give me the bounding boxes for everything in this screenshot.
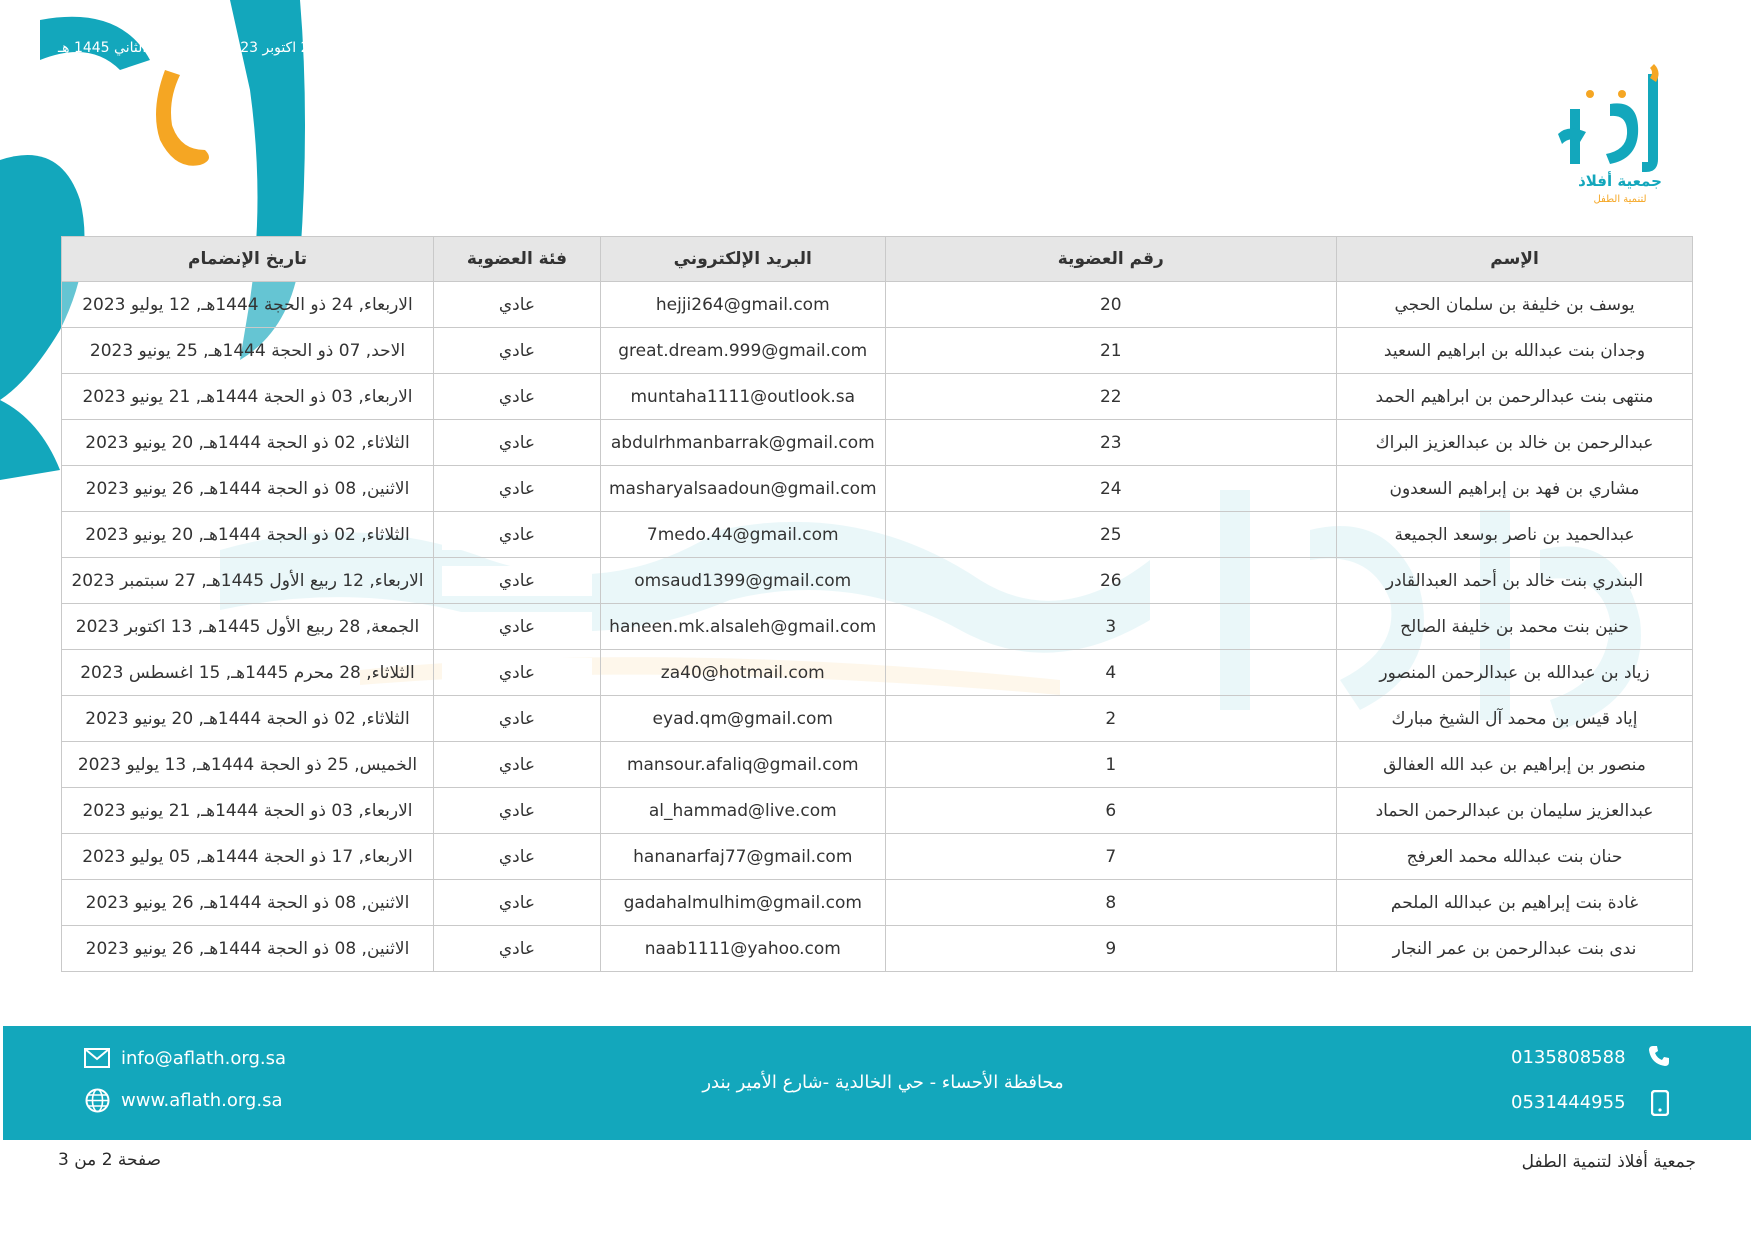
member-number-cell: 3 bbox=[885, 604, 1336, 650]
member-name-cell: إياد قيس بن محمد آل الشيخ مبارك bbox=[1337, 696, 1693, 742]
category-label: عادي bbox=[442, 612, 592, 642]
member-number-cell: 7 bbox=[885, 834, 1336, 880]
email-link[interactable]: info@aflath.org.sa bbox=[121, 1048, 286, 1069]
join-date-cell: الاثنين, 08 ذو الحجة 1444هـ, 26 يونيو 2023 bbox=[62, 880, 434, 926]
member-name-cell: حنان بنت عبدالله محمد العرفج bbox=[1337, 834, 1693, 880]
website-link[interactable]: www.aflath.org.sa bbox=[121, 1090, 283, 1111]
membership-category-cell bbox=[433, 788, 600, 834]
member-email-cell: muntaha1111@outlook.sa bbox=[600, 374, 885, 420]
category-label: عادي bbox=[442, 336, 592, 366]
membership-category-cell bbox=[433, 328, 600, 374]
category-label: عادي bbox=[442, 888, 592, 918]
category-label: عادي bbox=[442, 474, 592, 504]
member-email-cell: al_hammad@live.com bbox=[600, 788, 885, 834]
join-date-cell: الاربعاء, 17 ذو الحجة 1444هـ, 05 يوليو 2023 bbox=[62, 834, 434, 880]
logo-tagline: لتنمية الطفل bbox=[1593, 194, 1647, 205]
member-name-cell: البندري بنت خالد بن أحمد العبدالقادر bbox=[1337, 558, 1693, 604]
category-label: عادي bbox=[442, 934, 592, 964]
header-date: الاربعاء، 25 اكتوبر 2023 م - 10 ربيع الثاني 1445 هـ bbox=[58, 40, 368, 56]
table-row bbox=[62, 420, 1693, 466]
aflath-logo bbox=[1550, 64, 1690, 212]
membership-category-cell bbox=[433, 834, 600, 880]
header-join-date: تاريخ الإنضمام bbox=[62, 237, 434, 282]
logo-subtitle: جمعية أفلاذ bbox=[1578, 172, 1662, 190]
membership-category-cell bbox=[433, 650, 600, 696]
table-header-row bbox=[62, 237, 1693, 282]
member-name-cell: غادة بنت إبراهيم بن عبدالله الملحم bbox=[1337, 880, 1693, 926]
mobile-number: 0531444955 bbox=[1511, 1092, 1626, 1113]
member-name-cell: منتهى بنت عبدالرحمن بن ابراهيم الحمد bbox=[1337, 374, 1693, 420]
membership-category-cell bbox=[433, 420, 600, 466]
table-row bbox=[62, 834, 1693, 880]
header-name: الإسم bbox=[1337, 237, 1693, 282]
member-number-cell: 25 bbox=[885, 512, 1336, 558]
category-label: عادي bbox=[442, 704, 592, 734]
membership-category-cell bbox=[433, 604, 600, 650]
member-email-cell: haneen.mk.alsaleh@gmail.com bbox=[600, 604, 885, 650]
phone-number: 0135808588 bbox=[1511, 1047, 1626, 1068]
member-email-cell: za40@hotmail.com bbox=[600, 650, 885, 696]
membership-category-cell bbox=[433, 512, 600, 558]
table-row bbox=[62, 328, 1693, 374]
table-row bbox=[62, 558, 1693, 604]
table-row bbox=[62, 926, 1693, 972]
category-label: عادي bbox=[442, 290, 592, 320]
membership-category-cell bbox=[433, 696, 600, 742]
member-number-cell: 26 bbox=[885, 558, 1336, 604]
join-date-cell: الاربعاء, 03 ذو الحجة 1444هـ, 21 يونيو 2023 bbox=[62, 374, 434, 420]
table-row bbox=[62, 282, 1693, 328]
table-row bbox=[62, 742, 1693, 788]
member-name-cell: مشاري بن فهد بن إبراهيم السعدون bbox=[1337, 466, 1693, 512]
table-row bbox=[62, 466, 1693, 512]
member-email-cell: 7medo.44@gmail.com bbox=[600, 512, 885, 558]
member-number-cell: 1 bbox=[885, 742, 1336, 788]
join-date-cell: الثلاثاء, 02 ذو الحجة 1444هـ, 20 يونيو 2023 bbox=[62, 512, 434, 558]
header-membership-category: فئة العضوية bbox=[433, 237, 600, 282]
member-email-cell: mansour.afaliq@gmail.com bbox=[600, 742, 885, 788]
member-number-cell: 20 bbox=[885, 282, 1336, 328]
members-table bbox=[61, 236, 1693, 972]
category-label: عادي bbox=[442, 566, 592, 596]
table-row bbox=[62, 374, 1693, 420]
join-date-cell: الاربعاء, 24 ذو الحجة 1444هـ, 12 يوليو 2023 bbox=[62, 282, 434, 328]
category-label: عادي bbox=[442, 842, 592, 872]
organization-name: جمعية أفلاذ لتنمية الطفل bbox=[1521, 1152, 1696, 1172]
page-number: صفحة 2 من 3 bbox=[58, 1150, 162, 1170]
join-date-cell: الاربعاء, 03 ذو الحجة 1444هـ, 21 يونيو 2023 bbox=[62, 788, 434, 834]
globe-icon bbox=[85, 1088, 110, 1113]
member-email-cell: naab1111@yahoo.com bbox=[600, 926, 885, 972]
member-name-cell: حنين بنت محمد بن خليفة الصالح bbox=[1337, 604, 1693, 650]
member-number-cell: 22 bbox=[885, 374, 1336, 420]
member-email-cell: hejji264@gmail.com bbox=[600, 282, 885, 328]
member-email-cell: great.dream.999@gmail.com bbox=[600, 328, 885, 374]
membership-category-cell bbox=[433, 558, 600, 604]
table-row bbox=[62, 696, 1693, 742]
table-row bbox=[62, 788, 1693, 834]
membership-category-cell bbox=[433, 742, 600, 788]
header-member-number: رقم العضوية bbox=[885, 237, 1336, 282]
member-email-cell: eyad.qm@gmail.com bbox=[600, 696, 885, 742]
join-date-cell: الاحد, 07 ذو الحجة 1444هـ, 25 يونيو 2023 bbox=[62, 328, 434, 374]
member-name-cell: ندى بنت عبدالرحمن بن عمر النجار bbox=[1337, 926, 1693, 972]
membership-category-cell bbox=[433, 374, 600, 420]
member-email-cell: hananarfaj77@gmail.com bbox=[600, 834, 885, 880]
member-number-cell: 6 bbox=[885, 788, 1336, 834]
membership-category-cell bbox=[433, 880, 600, 926]
member-email-cell: abdulrhmanbarrak@gmail.com bbox=[600, 420, 885, 466]
category-label: عادي bbox=[442, 382, 592, 412]
join-date-cell: الاثنين, 08 ذو الحجة 1444هـ, 26 يونيو 2023 bbox=[62, 466, 434, 512]
join-date-cell: الاربعاء, 12 ربيع الأول 1445هـ, 27 سبتمبر 2023 bbox=[62, 558, 434, 604]
category-label: عادي bbox=[442, 796, 592, 826]
member-number-cell: 2 bbox=[885, 696, 1336, 742]
member-name-cell: عبدالحميد بن ناصر بوسعد الجميعة bbox=[1337, 512, 1693, 558]
member-email-cell: gadahalmulhim@gmail.com bbox=[600, 880, 885, 926]
join-date-cell: الاثنين, 08 ذو الحجة 1444هـ, 26 يونيو 2023 bbox=[62, 926, 434, 972]
phone-icon bbox=[1647, 1044, 1671, 1068]
table-row bbox=[62, 880, 1693, 926]
member-email-cell: masharyalsaadoun@gmail.com bbox=[600, 466, 885, 512]
member-name-cell: عبدالرحمن بن خالد بن عبدالعزيز البراك bbox=[1337, 420, 1693, 466]
table-row bbox=[62, 512, 1693, 558]
join-date-cell: الثلاثاء, 02 ذو الحجة 1444هـ, 20 يونيو 2023 bbox=[62, 696, 434, 742]
member-number-cell: 8 bbox=[885, 880, 1336, 926]
join-date-cell: الخميس, 25 ذو الحجة 1444هـ, 13 يوليو 2023 bbox=[62, 742, 434, 788]
header-email: البريد الإلكتروني bbox=[600, 237, 885, 282]
membership-category-cell bbox=[433, 926, 600, 972]
category-label: عادي bbox=[442, 750, 592, 780]
member-number-cell: 23 bbox=[885, 420, 1336, 466]
member-name-cell: يوسف بن خليفة بن سلمان الحجي bbox=[1337, 282, 1693, 328]
mail-icon bbox=[84, 1048, 110, 1068]
contact-footer-band bbox=[3, 1026, 1751, 1140]
category-label: عادي bbox=[442, 428, 592, 458]
address: محافظة الأحساء - حي الخالدية -شارع الأمير بندر bbox=[702, 1072, 1064, 1093]
member-name-cell: عبدالعزيز سليمان بن عبدالرحمن الحماد bbox=[1337, 788, 1693, 834]
table-row bbox=[62, 650, 1693, 696]
member-email-cell: omsaud1399@gmail.com bbox=[600, 558, 885, 604]
member-name-cell: منصور بن إبراهيم بن عبد الله العفالق bbox=[1337, 742, 1693, 788]
join-date-cell: الثلاثاء, 02 ذو الحجة 1444هـ, 20 يونيو 2023 bbox=[62, 420, 434, 466]
membership-category-cell bbox=[433, 466, 600, 512]
member-name-cell: زياد بن عبدالله بن عبدالرحمن المنصور bbox=[1337, 650, 1693, 696]
join-date-cell: الثلاثاء, 28 محرم 1445هـ, 15 اغسطس 2023 bbox=[62, 650, 434, 696]
member-number-cell: 9 bbox=[885, 926, 1336, 972]
mobile-icon bbox=[1651, 1090, 1669, 1116]
category-label: عادي bbox=[442, 658, 592, 688]
table-row bbox=[62, 604, 1693, 650]
category-label: عادي bbox=[442, 520, 592, 550]
member-number-cell: 4 bbox=[885, 650, 1336, 696]
membership-category-cell bbox=[433, 282, 600, 328]
join-date-cell: الجمعة, 28 ربيع الأول 1445هـ, 13 اكتوبر 2023 bbox=[62, 604, 434, 650]
member-number-cell: 24 bbox=[885, 466, 1336, 512]
member-number-cell: 21 bbox=[885, 328, 1336, 374]
member-name-cell: وجدان بنت عبدالله بن ابراهيم السعيد bbox=[1337, 328, 1693, 374]
